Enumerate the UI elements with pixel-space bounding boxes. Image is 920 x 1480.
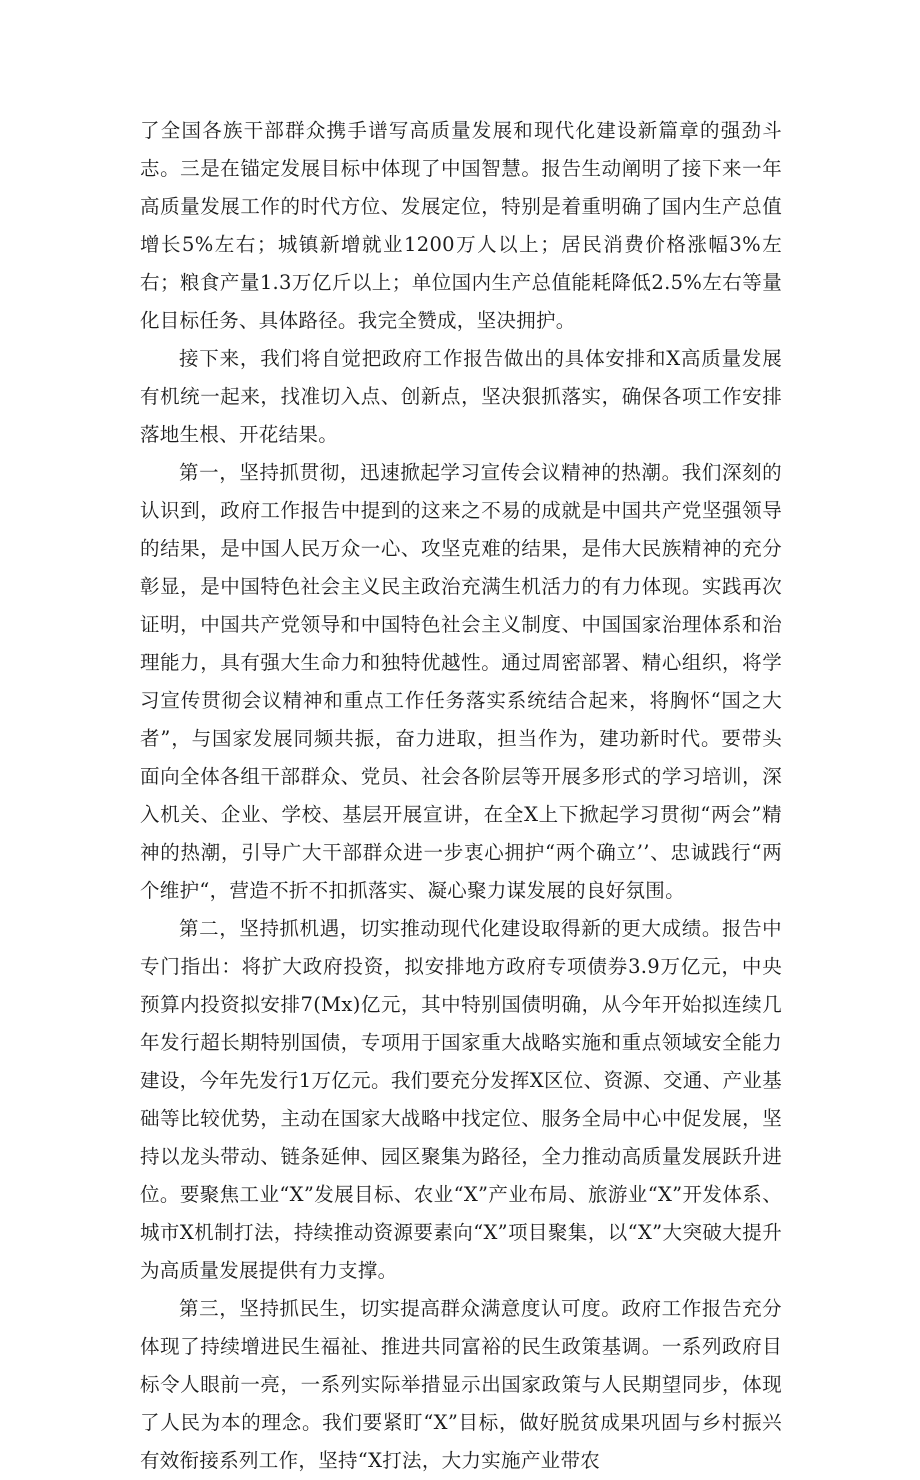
paragraph-second-point: 第二，坚持抓机遇，切实推动现代化建设取得新的更大成绩。报告中专门指出：将扩大政府投资，拟安排地方政府专项债券3.9万亿元，中央预算内投资拟安排7(Mx)亿元，其中特别国债明确，从今年开始拟连续几年发行超长期特别国债，专项用于国家重大战略实施和重点领域安全能力建设，今年先发行1万亿元。我们要充分发挥X区位、资源、交通、产业基础等比较优势，主动在国家大战略中找定位、服务全局中心中促发展，坚持以龙头带动、链条延伸、园区聚集为路径，全力推动高质量发展跃升进位。要聚焦工业“X”发展目标、农业“X”产业布局、旅游业“X”开发体系、城市X机制打法，持续推动资源要素向“X”项目聚集，以“X”大突破大提升为高质量发展提供有力支撑。 <box>140 917 782 1282</box>
paragraph-third-point: 第三，坚持抓民生，切实提高群众满意度认可度。政府工作报告充分体现了持续增进民生福祉、推进共同富裕的民生政策基调。一系列政府目标令人眼前一亮，一系列实际举措显示出国家政策与人民期望同步，体现了人民为本的理念。我们要紧盯“X”目标，做好脱贫成果巩固与乡村振兴有效衔接系列工作，坚持“X打法，大力实施产业带农 <box>140 1297 782 1472</box>
paragraph-continued: 了全国各族干部群众携手谱写高质量发展和现代化建设新篇章的强劲斗志。三是在锚定发展目标中体现了中国智慧。报告生动阐明了接下来一年高质量发展工作的时代方位、发展定位，特别是着重明确了国内生产总值增长5%左右；城镇新增就业1200万人以上；居民消费价格涨幅3%左右；粮食产量1.3万亿斤以上；单位国内生产总值能耗降低2.5%左右等量化目标任务、具体路径。我完全赞成，坚决拥护。 <box>140 119 782 332</box>
paragraph-first-point: 第一，坚持抓贯彻，迅速掀起学习宣传会议精神的热潮。我们深刻的认识到，政府工作报告中提到的这来之不易的成就是中国共产党坚强领导的结果，是中国人民万众一心、攻坚克难的结果，是伟大民族精神的充分彰显，是中国特色社会主义民主政治充满生机活力的有力体现。实践再次证明，中国共产党领导和中国特色社会主义制度、中国国家治理体系和治理能力，具有强大生命力和独特优越性。通过周密部署、精心组织，将学习宣传贯彻会议精神和重点工作任务落实系统结合起来，将胸怀“国之大者”，与国家发展同频共振，奋力进取，担当作为，建功新时代。要带头面向全体各组干部群众、党员、社会各阶层等开展多形式的学习培训，深入机关、企业、学校、基层开展宣讲，在全X上下掀起学习贯彻“两会”精神的热潮，引导广大干部群众进一步衷心拥护“两个确立’’、忠诚践行“两个维护“，营造不折不扣抓落实、凝心聚力谋发展的良好氛围。 <box>140 461 782 902</box>
document-body <box>140 112 782 1480</box>
paragraph-next-steps: 接下来，我们将自觉把政府工作报告做出的具体安排和X高质量发展有机统一起来，找准切入点、创新点，坚决狠抓落实，确保各项工作安排落地生根、开花结果。 <box>140 347 782 446</box>
